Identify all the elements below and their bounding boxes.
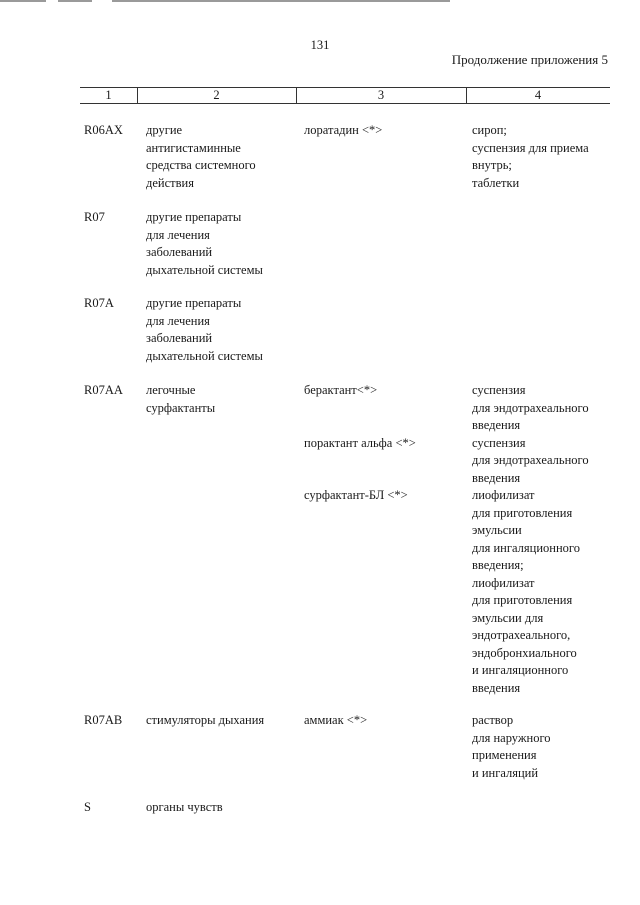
dosage-form-line: лиофилизат [472,575,535,590]
atc-code: S [84,800,91,814]
scan-edge-mark [0,0,46,2]
column-header-4: 4 [534,88,542,102]
drug-name: аммиак <*> [304,713,368,727]
dosage-form-line: и ингаляций [472,765,539,780]
atc-code: R07A [84,296,114,310]
group-line: стимуляторы дыхания [146,713,265,727]
group-line: другие препараты [146,296,242,310]
group-line: средства системного [146,158,256,172]
group-line: дыхательной системы [146,262,263,277]
dosage-form-line: суспензия [472,435,526,450]
dosage-form-line: введения [472,418,521,432]
dosage-form-line: лиофилизат [472,488,535,502]
dosage-form-line: внутрь; [472,158,512,172]
dosage-form-line: для приготовления [472,593,573,607]
dosage-form-line: для приготовления [472,505,573,520]
dosage-form-line: для наружного [472,730,551,745]
atc-code: R06AX [84,123,123,137]
drug-name: порактант альфа <*> [304,435,416,450]
atc-code: R07AB [84,713,123,727]
column-header-2: 2 [213,88,220,102]
dosage-form-line: раствор [472,713,514,727]
dosage-form-line: эмульсии [472,523,522,537]
dosage-form-line: для ингаляционного [472,540,580,555]
dosage-form-line: и ингаляционного [472,663,569,677]
appendix-continuation-note: Продолжение приложения 5 [451,52,608,67]
group-line: другие [146,123,183,137]
table-header-bottom-rule [80,103,610,104]
dosage-form-line: суспензия [472,383,526,397]
page-number: 131 [310,38,330,52]
group-line: антигистаминные [146,140,241,155]
group-line: легочные [146,383,196,397]
dosage-form-line: суспензия для приема [472,140,589,155]
group-line: сурфактанты [146,400,216,415]
dosage-form-line: сироп; [472,123,507,137]
drug-name: берактант<*> [304,383,378,397]
column-header-1: 1 [105,88,112,102]
scan-edge-mark [58,0,92,2]
group-line: действия [146,175,194,190]
group-line: для лечения [146,313,210,328]
column-header-3: 3 [377,88,385,102]
dosage-form-line: введения [472,470,521,485]
dosage-form-line: применения [472,748,537,762]
drug-name: сурфактант-БЛ <*> [304,488,408,502]
dosage-form-line: для эндотрахеального [472,400,589,415]
group-line: другие препараты [146,210,242,224]
group-line: заболеваний [146,245,213,259]
dosage-form-line: эндотрахеального, [472,628,571,642]
group-line: для лечения [146,227,210,242]
scan-edge-mark [112,0,450,2]
drug-name: лоратадин <*> [304,123,383,137]
dosage-form-line: для эндотрахеального [472,453,589,467]
dosage-form-line: введения; [472,558,524,572]
group-line: органы чувств [146,800,223,814]
dosage-form-line: введения [472,680,521,695]
group-line: заболеваний [146,331,213,345]
group-line: дыхательной системы [146,348,263,363]
dosage-form-line: эмульсии для [472,610,544,625]
atc-code: R07AA [84,383,123,397]
atc-code: R07 [84,210,105,224]
dosage-form-line: таблетки [472,175,520,190]
dosage-form-line: эндобронхиального [472,645,577,660]
